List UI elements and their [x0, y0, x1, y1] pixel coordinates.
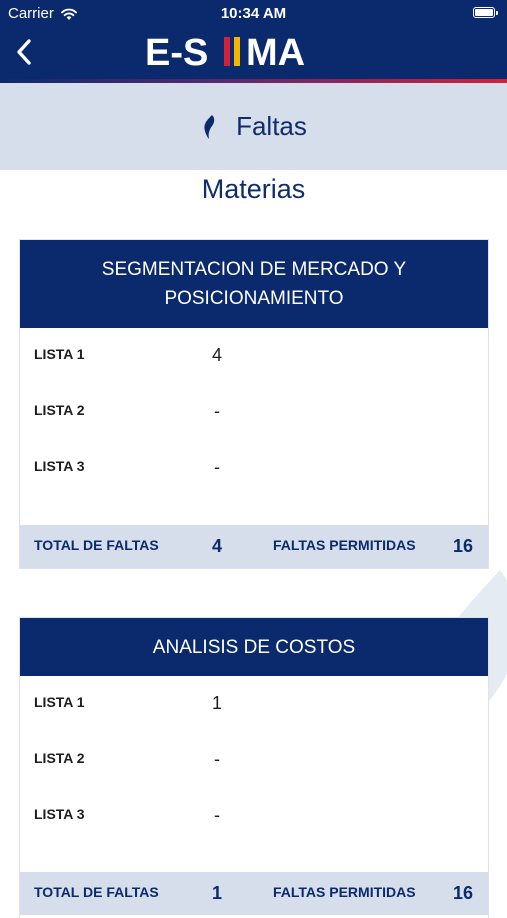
list-row	[20, 676, 488, 732]
chevron-left-icon	[10, 34, 40, 70]
faltas-permitidas-label: FALTAS PERMITIDAS	[273, 537, 416, 553]
list-label: LISTA 1	[34, 346, 85, 362]
total-faltas-label: TOTAL DE FALTAS	[34, 884, 159, 900]
section-title: Faltas	[236, 111, 307, 141]
list-label: LISTA 3	[34, 806, 85, 822]
esiima-logo	[145, 31, 330, 71]
flame-icon	[200, 114, 220, 140]
page-subtitle: Materias	[201, 174, 306, 204]
faltas-permitidas-value: 16	[452, 536, 474, 556]
total-faltas-value: 4	[211, 536, 222, 556]
total-faltas-value: 1	[211, 883, 222, 903]
logo-bar-red	[224, 37, 230, 66]
list-value: -	[214, 457, 220, 477]
list-row	[20, 788, 488, 844]
list-row	[20, 732, 488, 788]
subject-name: ANALISIS DE COSTOS	[20, 618, 488, 676]
totals-bar	[20, 872, 488, 915]
status-bar	[0, 0, 507, 28]
total-faltas-label: TOTAL DE FALTAS	[34, 537, 159, 553]
section-header	[0, 83, 507, 170]
subject-name: SEGMENTACION DE MERCADO Y POSICIONAMIENTO	[20, 240, 488, 328]
list-value: -	[214, 805, 220, 825]
carrier-label: Carrier	[8, 5, 54, 22]
faltas-permitidas-label: FALTAS PERMITIDAS	[273, 884, 416, 900]
list-value: -	[214, 749, 220, 769]
list-label: LISTA 1	[34, 694, 85, 710]
subject-card	[20, 240, 488, 568]
subject-card	[20, 618, 488, 918]
list-value: 4	[211, 345, 222, 365]
logo-e: E-S	[145, 32, 209, 71]
totals-bar	[20, 525, 488, 568]
logo-ma: MA	[246, 32, 306, 71]
list-row	[20, 384, 488, 440]
list-value: -	[214, 401, 220, 421]
list-label: LISTA 2	[34, 402, 85, 418]
list-label: LISTA 2	[34, 750, 85, 766]
list-row	[20, 440, 488, 496]
list-label: LISTA 3	[34, 458, 85, 474]
list-value: 1	[211, 693, 222, 713]
list-row	[20, 328, 488, 384]
faltas-permitidas-value: 16	[452, 883, 474, 903]
battery-icon	[473, 7, 495, 18]
back-button[interactable]	[10, 34, 40, 70]
logo-bar-yellow	[234, 37, 240, 66]
status-time: 10:34 AM	[220, 5, 287, 22]
